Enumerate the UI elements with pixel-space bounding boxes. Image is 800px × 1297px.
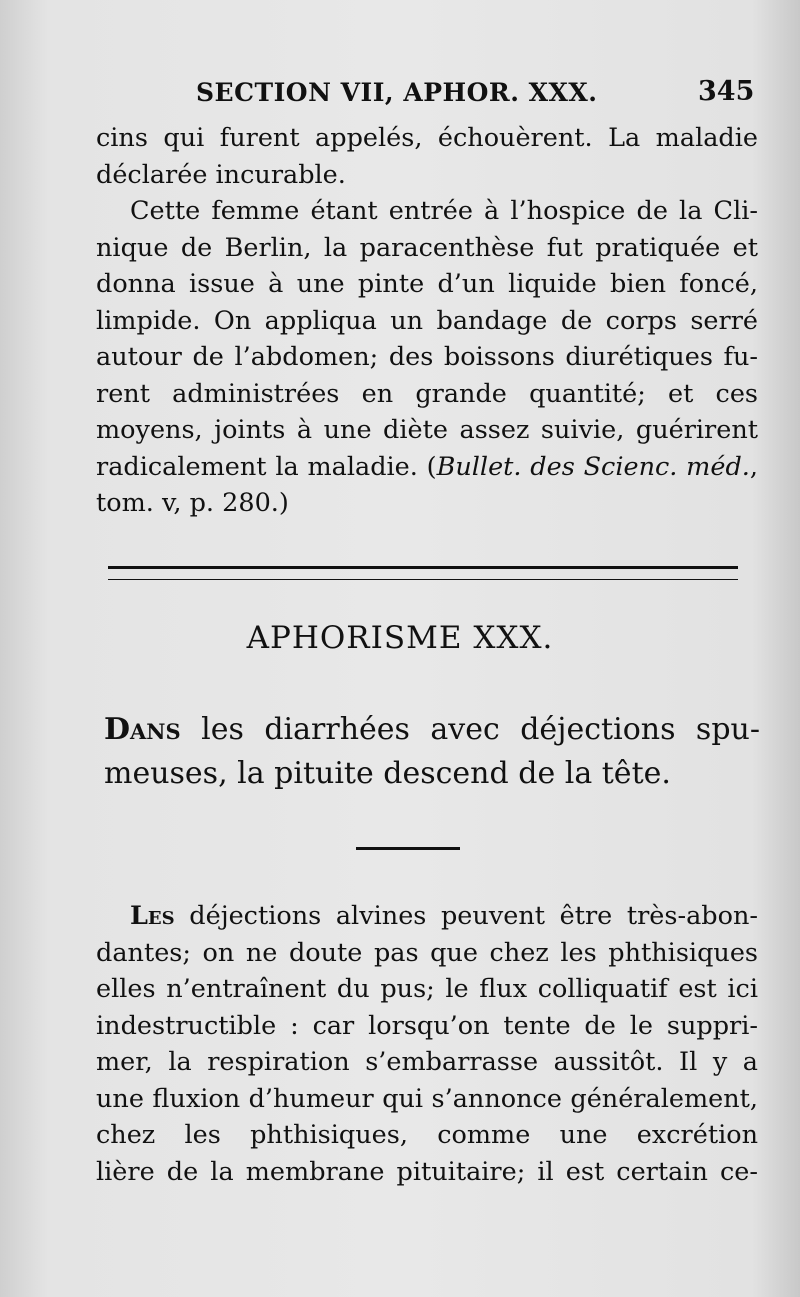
text-line: déclarée incurable. xyxy=(96,159,346,190)
aphorism-text xyxy=(104,708,760,796)
commentary-line-rest: déjections alvines peuvent être très-abon- xyxy=(174,901,758,931)
page-header xyxy=(0,72,800,112)
text-line: chez les phthisiques, comme une excrétion xyxy=(96,1120,758,1150)
text-line: nique de Berlin, la paracenthèse fut pratiquée et xyxy=(96,232,758,263)
body-text-top xyxy=(96,120,758,522)
text-line: dantes; on ne doute pas que chez les phthisiques xyxy=(96,937,758,968)
short-divider-rule xyxy=(356,847,460,850)
citation-italic: Bullet. des Scienc. méd. xyxy=(436,451,750,482)
aphorism-dropcap-word: Dans xyxy=(104,712,181,747)
text-line: autour de l’abdomen; des boissons diurétiques fu- xyxy=(96,342,758,372)
text-line: limpide. On appliqua un bandage de corps serré xyxy=(96,305,758,336)
commentary-first-word: Les xyxy=(130,901,175,931)
text-line: indestructible : car lorsqu’on tente de le suppri- xyxy=(96,1010,758,1041)
aphorism-line-rest: les diarrhées avec déjections spu- xyxy=(180,712,760,747)
text-line: lière de la membrane pituitaire; il est certain ce- xyxy=(96,1156,758,1187)
text-line xyxy=(96,898,758,935)
commentary-text xyxy=(96,898,758,1190)
aphorism-line: meuses, la pituite descend de la tête. xyxy=(104,756,671,791)
text-line: radicalement la maladie. (Bullet. des Scienc. méd., xyxy=(96,451,758,482)
text-line: elles n’entraînent du pus; le flux colliquatif est ici xyxy=(96,974,758,1004)
text-line: tom. v, p. 280.) xyxy=(96,488,289,518)
section-divider-double-rule xyxy=(108,566,738,580)
text-line: rent administrées en grande quantité; et ces xyxy=(96,378,758,409)
text-line: une fluxion d’humeur qui s’annonce généralement, xyxy=(96,1083,758,1114)
running-head: SECTION VII, APHOR. XXX. xyxy=(196,78,598,107)
text-line: cins qui furent appelés, échouèrent. La maladie xyxy=(96,123,758,153)
text-line: donna issue à une pinte d’un liquide bien foncé, xyxy=(96,269,758,299)
text-line: moyens, joints à une diète assez suivie, guérirent xyxy=(96,415,758,445)
aphorism-title: APHORISME XXX. xyxy=(246,620,554,656)
page-number: 345 xyxy=(698,76,755,107)
text-line: Cette femme étant entrée à l’hospice de la Cli- xyxy=(130,196,758,226)
text-line: mer, la respiration s’embarrasse aussitôt. Il y a xyxy=(96,1047,758,1077)
aphorism-line xyxy=(104,708,760,752)
